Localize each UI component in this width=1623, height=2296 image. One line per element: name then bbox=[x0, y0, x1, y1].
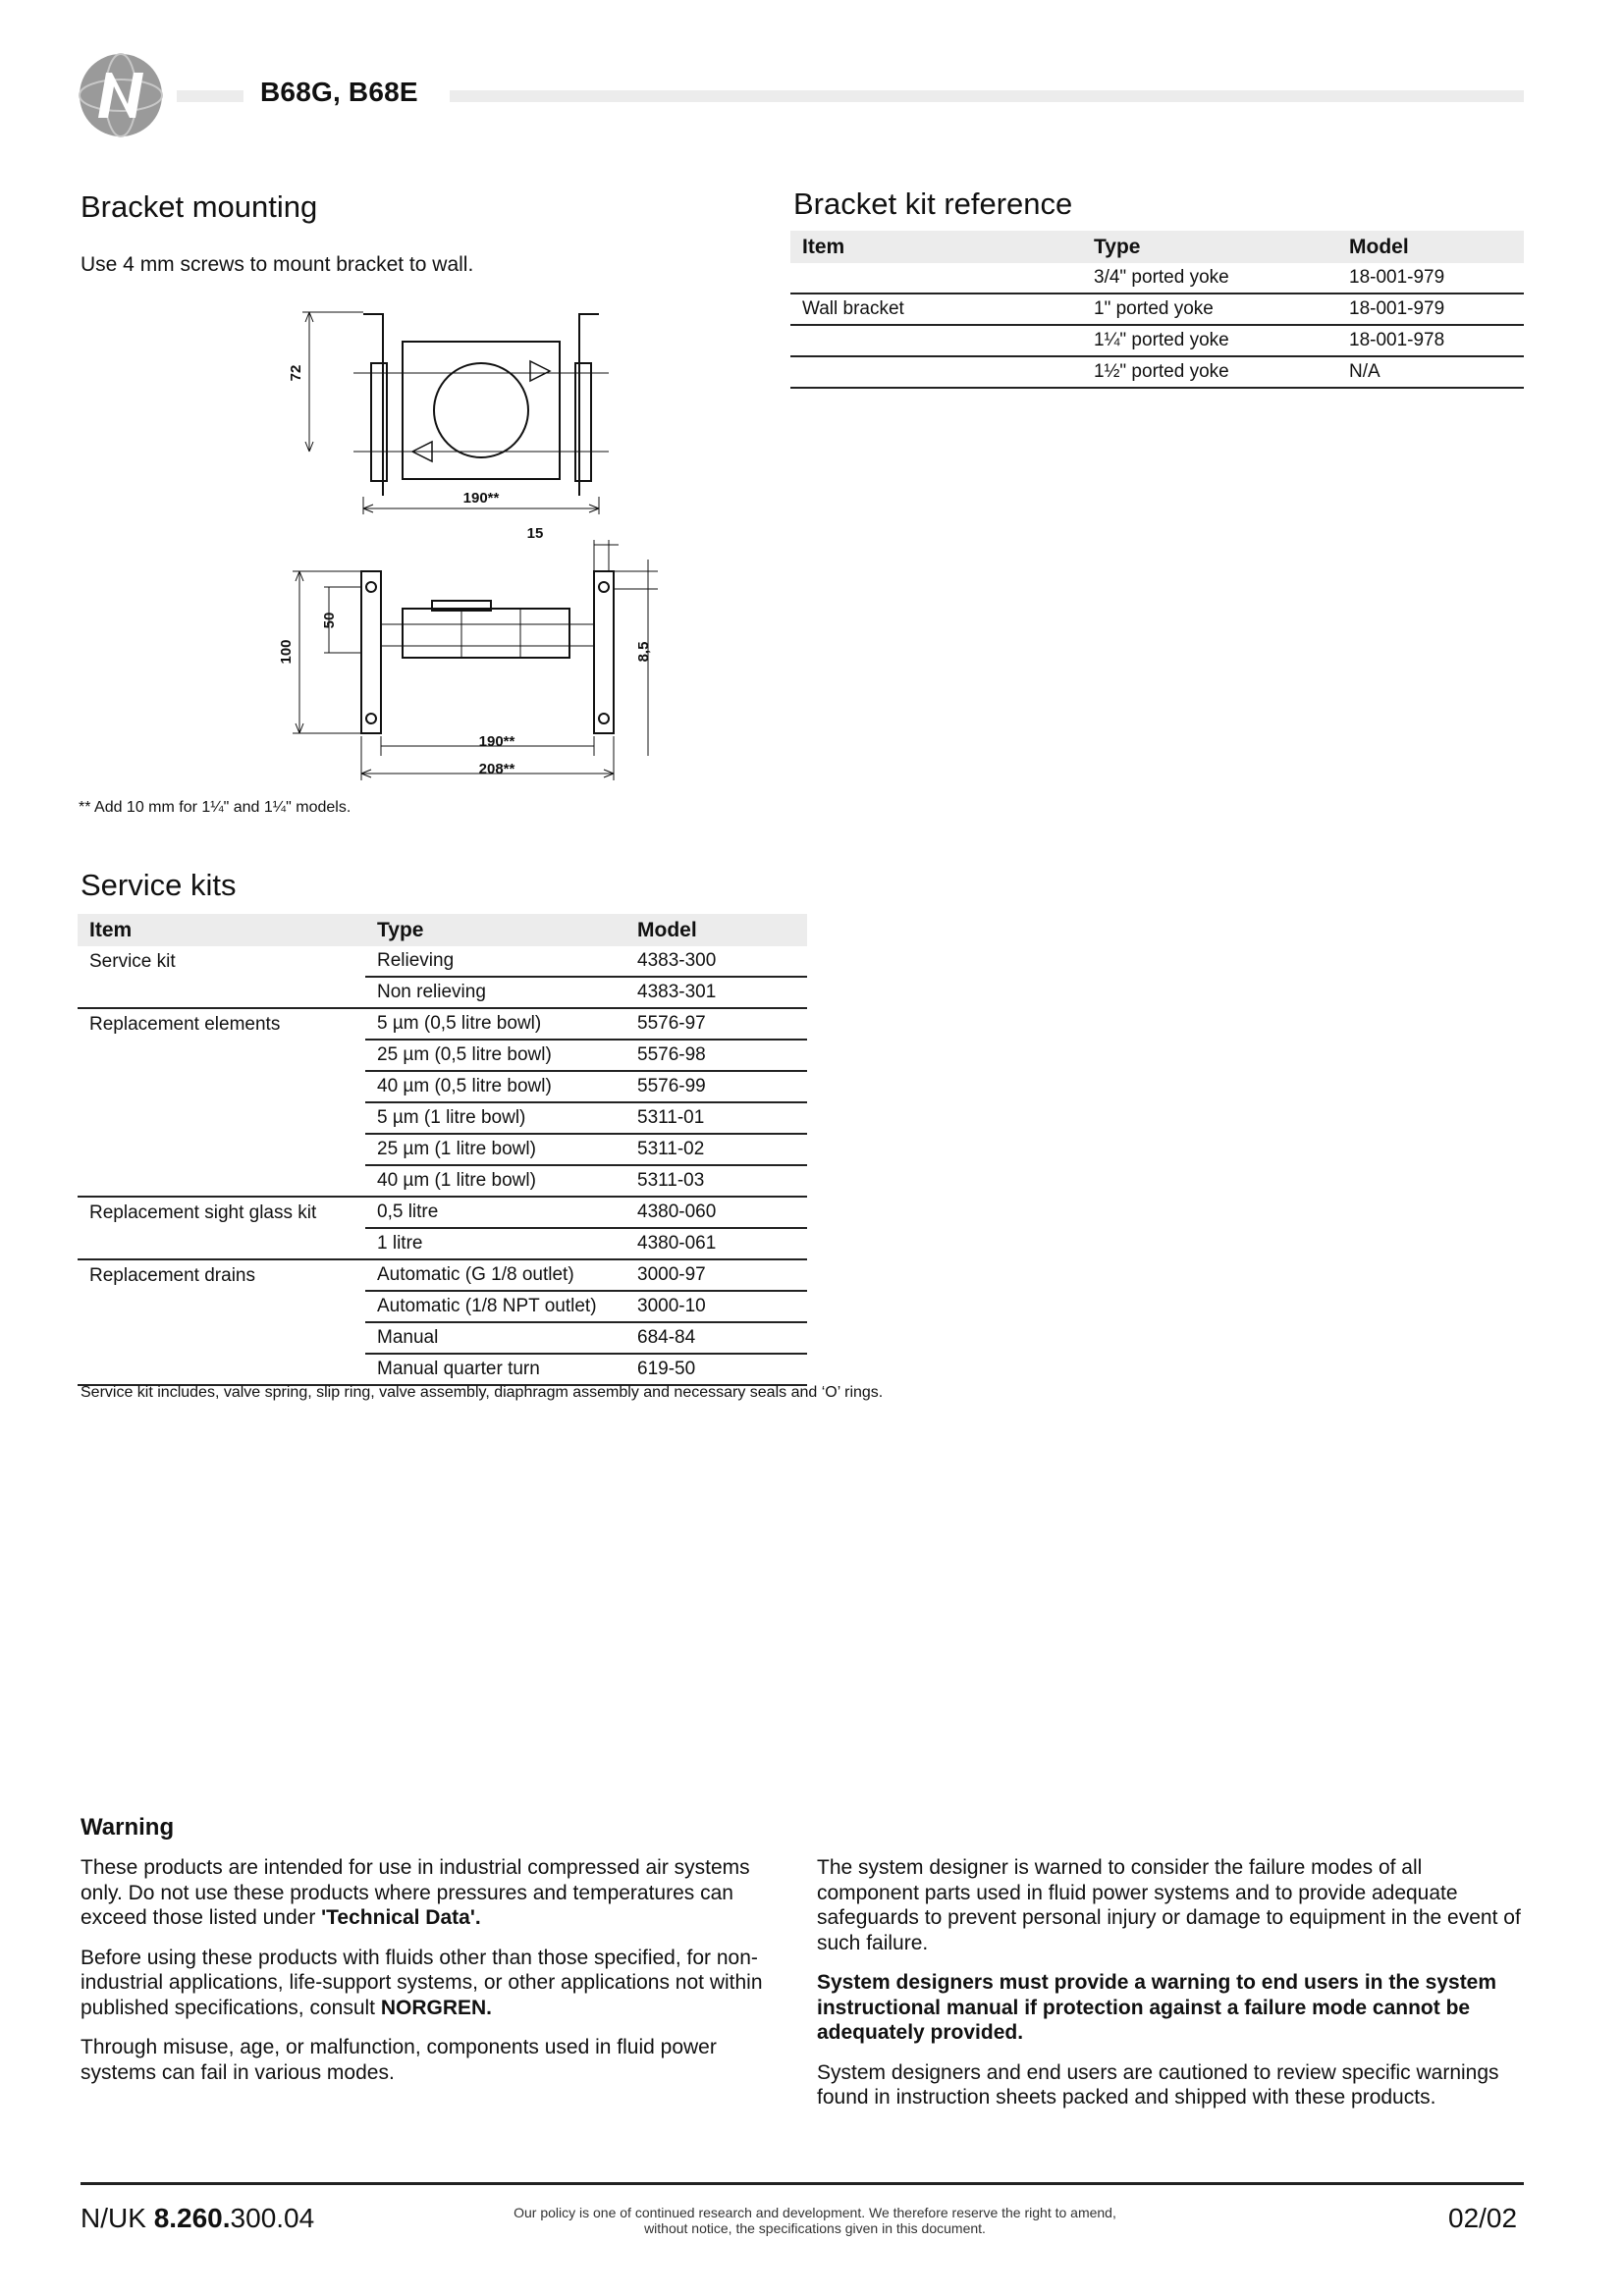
cell-type: 5 µm (1 litre bowl) bbox=[365, 1102, 625, 1134]
document-number: N/UK 8.260.300.04 bbox=[81, 2203, 315, 2233]
cell-item: Replacement sight glass kit bbox=[89, 1201, 317, 1223]
cell-model: 18-001-979 bbox=[1337, 263, 1524, 294]
table-row bbox=[78, 1008, 807, 1040]
warning-left-column bbox=[81, 1855, 787, 2100]
dim-190-bottom: 190** bbox=[478, 733, 515, 750]
cell-type: 1½" ported yoke bbox=[1082, 356, 1337, 388]
dim-100: 100 bbox=[278, 639, 295, 665]
cell-model: 5311-01 bbox=[625, 1102, 807, 1134]
table-row bbox=[790, 325, 1524, 356]
cell-model: 684-84 bbox=[625, 1322, 807, 1354]
cell-model: 18-001-979 bbox=[1337, 294, 1524, 325]
cell-model: 5576-99 bbox=[625, 1071, 807, 1102]
header-bar-left bbox=[177, 90, 243, 102]
cell-model: 4380-060 bbox=[625, 1197, 807, 1228]
cell-model: 4380-061 bbox=[625, 1228, 807, 1259]
footer-rule bbox=[81, 2182, 1524, 2185]
service-kits-table bbox=[78, 914, 807, 1386]
col-header-type: Type bbox=[365, 914, 625, 946]
bracket-mounting-instruction: Use 4 mm screws to mount bracket to wall. bbox=[81, 253, 474, 276]
table-row bbox=[78, 1040, 807, 1071]
bracket-drawing bbox=[255, 294, 707, 795]
table-row bbox=[78, 1071, 807, 1102]
cell-item: Service kit bbox=[89, 950, 176, 972]
cell-model: 3000-10 bbox=[625, 1291, 807, 1322]
cell-type: Manual quarter turn bbox=[365, 1354, 625, 1385]
dim-8-5: 8,5 bbox=[635, 641, 652, 663]
cell-model: 4383-301 bbox=[625, 977, 807, 1008]
table-row bbox=[78, 1165, 807, 1197]
col-header-type: Type bbox=[1082, 231, 1337, 263]
cell-type: 40 µm (1 litre bowl) bbox=[365, 1165, 625, 1197]
cell-model: 5576-98 bbox=[625, 1040, 807, 1071]
bracket-mounting-heading: Bracket mounting bbox=[81, 189, 318, 224]
dim-72: 72 bbox=[288, 364, 304, 382]
warning-paragraph: These products are intended for use in industrial compressed air systems only. Do not use these products where pressures and temperatures can exceed those listed under 'Technical Data'. bbox=[81, 1856, 750, 1929]
cell-type: 25 µm (0,5 litre bowl) bbox=[365, 1040, 625, 1071]
cell-type: 25 µm (1 litre bowl) bbox=[365, 1134, 625, 1165]
cell-type: Non relieving bbox=[365, 977, 625, 1008]
cell-item: Wall bracket bbox=[790, 294, 1082, 325]
table-row bbox=[78, 946, 807, 977]
cell-type: 0,5 litre bbox=[365, 1197, 625, 1228]
service-kit-note: Service kit includes, valve spring, slip ring, valve assembly, diaphragm assembly and necessary seals and ‘O’ rings. bbox=[81, 1384, 884, 1401]
cell-type: 40 µm (0,5 litre bowl) bbox=[365, 1071, 625, 1102]
cell-item bbox=[790, 325, 1082, 356]
table-row bbox=[78, 1354, 807, 1385]
table-row bbox=[78, 1291, 807, 1322]
cell-item bbox=[790, 263, 1082, 294]
cell-item: Replacement elements bbox=[89, 1013, 281, 1035]
cell-type: Relieving bbox=[365, 946, 625, 977]
table-row bbox=[78, 1197, 807, 1228]
col-header-model: Model bbox=[625, 914, 807, 946]
table-row bbox=[78, 1102, 807, 1134]
cell-item: Replacement drains bbox=[89, 1264, 255, 1286]
service-kits-heading: Service kits bbox=[81, 868, 237, 902]
cell-type: Automatic (G 1/8 outlet) bbox=[365, 1259, 625, 1291]
cell-type: 5 µm (0,5 litre bowl) bbox=[365, 1008, 625, 1040]
cell-type: Manual bbox=[365, 1322, 625, 1354]
table-row bbox=[78, 1228, 807, 1259]
cell-model: 5311-03 bbox=[625, 1165, 807, 1197]
col-header-item: Item bbox=[790, 231, 1082, 263]
cell-type: 3/4" ported yoke bbox=[1082, 263, 1337, 294]
warning-right-column bbox=[817, 1855, 1524, 2125]
cell-model: 18-001-978 bbox=[1337, 325, 1524, 356]
warning-paragraph: System designers must provide a warning to end users in the system instructional manual if protection against a failure mode cannot be adequately provided. bbox=[817, 1971, 1497, 2044]
bracket-kit-table bbox=[790, 231, 1524, 389]
document-title: B68G, B68E bbox=[260, 77, 418, 107]
bracket-footnote: ** Add 10 mm for 1¼" and 1¼" models. bbox=[79, 799, 352, 816]
dim-50: 50 bbox=[321, 612, 338, 629]
dim-15: 15 bbox=[526, 525, 544, 542]
cell-type: 1¼" ported yoke bbox=[1082, 325, 1337, 356]
cell-model: 5576-97 bbox=[625, 1008, 807, 1040]
col-header-model: Model bbox=[1337, 231, 1524, 263]
warning-paragraph: Through misuse, age, or malfunction, components used in fluid power systems can fail in various modes. bbox=[81, 2036, 717, 2084]
dim-208: 208** bbox=[478, 761, 515, 777]
table-row bbox=[790, 263, 1524, 294]
table-row bbox=[790, 356, 1524, 388]
page-number: 02/02 bbox=[1448, 2203, 1518, 2233]
table-row bbox=[78, 1134, 807, 1165]
cell-model: 3000-97 bbox=[625, 1259, 807, 1291]
cell-model: 5311-02 bbox=[625, 1134, 807, 1165]
cell-type: 1" ported yoke bbox=[1082, 294, 1337, 325]
warning-heading: Warning bbox=[81, 1814, 175, 1841]
warning-paragraph: The system designer is warned to consider the failure modes of all component parts used in fluid power systems and to provide adequate safeguards to prevent personal injury or damage to equipment in the event of such failure. bbox=[817, 1856, 1521, 1954]
policy-statement: Our policy is one of continued research and development. We therefore reserve the right to amend, without notice, the specifications given in this document. bbox=[514, 2205, 1116, 2236]
col-header-item: Item bbox=[78, 914, 365, 946]
header-bar-right bbox=[450, 90, 1524, 102]
cell-item bbox=[790, 356, 1082, 388]
warning-paragraph: System designers and end users are cautioned to review specific warnings found in instruction sheets packed and shipped with these products. bbox=[817, 2060, 1499, 2109]
cell-type: Automatic (1/8 NPT outlet) bbox=[365, 1291, 625, 1322]
dim-190-top: 190** bbox=[462, 490, 500, 507]
cell-model: 4383-300 bbox=[625, 946, 807, 977]
cell-type: 1 litre bbox=[365, 1228, 625, 1259]
table-row bbox=[78, 977, 807, 1008]
bracket-kit-heading: Bracket kit reference bbox=[793, 187, 1073, 221]
norgren-logo bbox=[77, 49, 165, 141]
table-row bbox=[790, 294, 1524, 325]
cell-model: 619-50 bbox=[625, 1354, 807, 1385]
table-row bbox=[78, 1259, 807, 1291]
warning-paragraph: Before using these products with fluids other than those specified, for non-industrial applications, life-support systems, or other applications not within published specifications, consult NORGREN. bbox=[81, 1946, 763, 2019]
table-row bbox=[78, 1322, 807, 1354]
cell-model: N/A bbox=[1337, 356, 1524, 388]
